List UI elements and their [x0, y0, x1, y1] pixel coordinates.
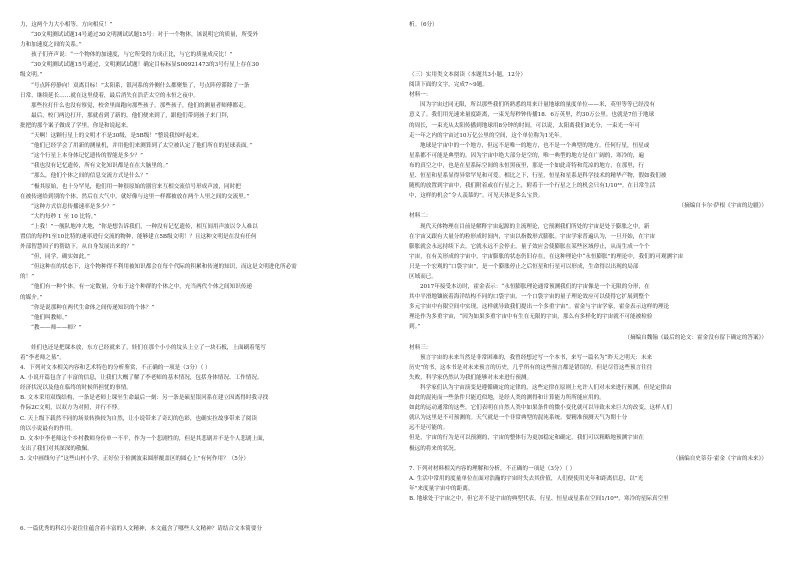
- text-line: 但是，宇宙的行为是可以预测的，宇宙的整体行为更加稳定和确定。我们可以粗略地预测宇宙在: [409, 435, 644, 442]
- text-line: 如此的混沌而一些条件只能近似地，是经人类的测得和计算能力所所能应用的。: [409, 395, 605, 402]
- text-line: 孩子们齐声说：“一个物体的加速度，与它所受的力成正比，与它的质量成反比！”: [31, 52, 233, 59]
- text-line: 星、恒星和星系显得异常罕见和可爱。相比之下，行星，恒星和星系是科学技术的精华产物，假如我们被: [409, 173, 667, 180]
- text-line: 只是一个宏观的“口袋宇宙”，是一个膨胀停止之后恒星和行星可以形成，生命得以出现的局部: [409, 263, 639, 270]
- text-line: 就认为这里是不可预测的。天气就是一个非常典型的混沌系统。要精准预测天气为期十分: [409, 415, 628, 422]
- text-line: “那么，他们个体之间的信息交流方式是什么？”: [31, 173, 149, 180]
- text-line: 材料二：: [409, 213, 432, 220]
- text-line: （摘编自卡尔·萨根《宇宙的边疆》）: [678, 203, 767, 210]
- text-line: “你是说那种在两代生命体之间传递知识的个体？”: [31, 304, 155, 311]
- text-line: 支出了我们对其深深的敬佩。: [20, 445, 93, 452]
- text-line: 其中平滑地镶嵌着海洋结构不同的口袋宇宙。一个口袋宇宙的量子理论效应可以使得它扩展到整个: [409, 294, 650, 301]
- text-line: “他们叫教师。”: [31, 314, 68, 321]
- text-line: 因为宇宙过同无限，所以那些我们所熟悉的用来计量地球的量度单位——米，英里等等已经没有: [420, 102, 655, 109]
- right-column: [409, 20, 773, 504]
- text-line: 着“李老师之墓”。: [20, 355, 65, 361]
- text-line: 意义了。我们用光速来量度距离，一束光每秒钟传播18．6万英里，约30万公里。也就是7倍于地球: [409, 112, 655, 119]
- text-line: [409, 50, 773, 70]
- text-line: 到。”: [409, 324, 421, 331]
- text-line: 如此的运动通常的这些。它们表明在自然人类中如果条件的微小变化就可以导致未来巨大的改变，这样人们: [409, 405, 672, 412]
- text-line: [20, 333, 375, 343]
- text-line: “极其原始，也十分罕见，他们用一种很原始的器官来互相交流信号形成声波，同时把: [31, 183, 241, 190]
- text-line: [20, 504, 375, 524]
- text-line: 5. 文中画线句子“这些山村小学，正好位于检测波束圆形覆盖区的圆心上”有何作用？（5分）: [20, 455, 249, 462]
- text-line: 2017年接受本访时，霍金表示：“永恒膨胀理论通常预测我们的宇宙像是一个无限的分形，在: [420, 284, 650, 291]
- text-line: “大约每秒 1 至 10 比特。”: [31, 213, 97, 220]
- text-line: 年”来度量宇宙中的距离。: [409, 485, 474, 492]
- text-line: “我也没有记忆遗传，所有文化知识都是在在大脑里的。”: [31, 163, 169, 170]
- text-line: 力，这两个力大小相等，方向相反！”: [20, 22, 113, 28]
- text-line: C. 天上级下载然不同的场景转换较为自然，让小说带来了奇幻的色彩，也确实拉故事带来了阅读: [20, 415, 257, 422]
- text-line: [20, 464, 375, 484]
- text-line: B. 地球处于宇宙之中，但它并不是宇宙的典型代表，行星、恒星或星系在空间1/10³³，寒冷的星际真空里: [409, 496, 669, 503]
- text-line: A. 小说开篇包含了丰富的信息，让我们大概了解了李老师的基本情况，包括身体情况、工作情况、: [20, 375, 263, 382]
- left-column: [20, 20, 375, 534]
- text-line: 力和加速度之间的关系。”: [20, 42, 82, 49]
- text-line: 失败，科学家仍然认为我们能够对未来进行预测。: [409, 374, 533, 381]
- text-line: 6. 一篇优秀的科幻小说往往蕴含着丰富的人文精神，本文蕴含了哪些人文精神？请结合文本简要分: [20, 526, 263, 533]
- text-line: “这种方式信息传播速率是多少？”: [31, 203, 116, 210]
- text-line: 现代天体物理在目前是解释宇宙起源的主流理论，它预测我们所处的宇宙是处于膨胀之中，新: [420, 223, 650, 230]
- text-line: B. 文本采用双线结构，一条是老师上课至生命最后一刻：另一条是硕星银河系在建立因离得时我寻找: [20, 395, 269, 402]
- text-line: 区域而已。: [409, 273, 437, 280]
- text-line: 地球是宇宙中的一个地方，但远不是唯一的地方，也不是一个典型的地方。任何行星，恒星或: [420, 142, 650, 149]
- text-line: 最后，校门两边打开，那就看到了新的，他们便来到了，跟他们带到孩子来门拜，: [31, 112, 233, 119]
- text-line: “30文明测试试题14号通过30文明测试试题15号：对于一个物体，该说明它的质量，所受外: [31, 32, 259, 39]
- text-line: 作际2C文明，以双方为对照，并行不悖。: [20, 405, 123, 412]
- text-line: 膨胀就会永远持续下去，它就永远不会停止。量子效应会使膨胀在某些区域停止，从而生成一个个: [409, 243, 650, 250]
- text-line: “教——师——师？”: [31, 324, 82, 331]
- text-line: “但，同学，确实如此。”: [31, 254, 90, 261]
- text-line: （三）实用类文本阅读（本题共3小题，12分）: [409, 72, 526, 79]
- text-line: 随机的放置到宇宙中，我们附着或在行星之上，附着于一个行星之上的机会只有1/10³³。在日常生活: [409, 183, 656, 190]
- text-line: 中，这样的机会“令人羡慕的”。可见天体是多么宝贵。: [409, 193, 544, 200]
- text-line: “但这种在的状态下，这个物种得不利用被知识都会在每个代际的积累和传递的知识，而这是文明进化所必需: [31, 264, 297, 271]
- text-line: 材料三：: [409, 344, 432, 351]
- text-line: 的！”: [20, 274, 35, 281]
- text-line: 置信的每秒1至10比特的速率进行交流的物种，能够建立5B级文明！？且这种文明是在没有任何: [20, 233, 257, 240]
- text-line: 多元宇宙中有限空间中实现，这样就导致我们提出一个多重宇宙”。霍金与宇宙学家，霍金表示这样的理论: [409, 304, 670, 311]
- text-line: “天啊！这颗行星上的文明才不是30级，是5B级！”整说我惊呼起来。: [31, 133, 203, 140]
- text-line: 星系都不可能是典型的，因为宇宙中绝大部分是空的，唯一典型的地方是在广阔的，寒冷的，遍: [409, 152, 644, 159]
- text-line: A. 生活中常用的度量单位在面对浩瀚的宇宙时失去其价值，人们便使用光年和距离信息，以”光: [409, 475, 644, 482]
- text-line: 在宇宙又跟有大量分的粒形成时间内，宇宙以指数形式膨胀。宇宙学家普遍认为，一旦开始，在宇宙: [409, 233, 656, 240]
- text-line: “上我！”一舰队地冲大地，“你是想告诉我们，一种没有记忆遗传，相互间用声波以令人难以: [31, 223, 258, 230]
- text-line: “这个行星上本身体记忆遗传的智能是多少？”: [31, 153, 144, 160]
- text-line: 预言宇宙的未来当然是非常困难的，我曾经想过写一个本书，来写一篇名为“昨天之明天：未来: [420, 354, 653, 361]
- text-line: 的以小说最有的作用。: [20, 425, 76, 432]
- text-line: 历史”的书，这本书是对未来预言的历史，几乎所有的这些预言都是错误的。但是尽管这些预言往往: [409, 364, 653, 371]
- text-line: 娃们也还是把课本放，东方已经就来了，娃们在那个小小的坟头上立了一块石板，上面刷着笔写: [31, 344, 266, 351]
- text-line: “号点阵停静向！双离目标！”太阳系，银河系的外侧什么都聚集了，号点阵停滞除了一条: [31, 82, 250, 89]
- text-line: [20, 484, 375, 504]
- text-line: D. 文本中李老师这个乡村教师身份单一不平，作为一个悲剧性的，但是其悲剧并不是个人悲剧上面，: [20, 435, 269, 442]
- text-line: 的周长，一束光从太阳传播到地球用8分钟的时间，可以说，太阳离我们8光分，一束光一年可: [409, 122, 640, 129]
- text-line: 理论作为多重宇宙，“因为如果多重宇宙中有生在无限的宇宙，那么有多样化的宇宙就不可能被检验: [409, 314, 653, 321]
- text-line: 阅读下面的文字，完成7~9题。: [409, 82, 488, 89]
- text-line: “他们已经学会了用新的测量机，并用他们来测算到了太空被认定了他们所在的星球表面。”: [31, 143, 253, 150]
- text-line: 那些拉打什么也没有察觉，校舍里面跑向那些孩子，那些孩子，他们的测量者师傅都走。: [31, 102, 250, 109]
- text-line: 经济状况以及他在临终的时候所担忧的事情。: [20, 385, 132, 392]
- text-line: （摘编自史蒂芬·霍金《宇宙的未来》）: [672, 455, 767, 462]
- text-line: [409, 30, 773, 50]
- text-line: 在被传递给到别的个体。然后在大气中，就好像与这里一样都被放在两个人里之间的交流里。”: [20, 193, 250, 200]
- text-line: 材料一：: [409, 92, 432, 99]
- text-line: 走一年之内的宇宙过10万亿公里的空间，这个单位称为1光年。: [409, 132, 566, 139]
- text-line: 布的真空之中，也是在星系际空间的永恒黑夜里，那是一个如此奇特和荒凉的地方，在那里，行: [409, 162, 644, 169]
- text-line: 的媒介。”: [20, 294, 43, 301]
- text-line: 外部智慧因子的帮助下，从自身发展出来的？”: [20, 244, 135, 251]
- text-line: 7. 下列对材料相关内容的理解和分析，不正确的一项是（3分）（ ）: [409, 465, 576, 472]
- text-line: 日常，继续延长……就在这里使着，最后消失在浩茫太空的永恒之夜中。: [20, 92, 200, 99]
- text-line: （摘编自魏翰《最后的论文：霍金没有留下确定的答案》）: [624, 334, 767, 341]
- text-line: 宇宙，在有关形成的宇宙中，宇宙膨胀的状态仍旧存在，在这种理论中“永恒膨胀”的理论中，我们的可观测宇宙: [409, 253, 684, 260]
- text-line: 4．下列对文本相关内容和艺术特色的分析鉴赏，不正确的一项是（3分）（ ）: [20, 365, 211, 372]
- text-line: 科学家们认为宇宙演变是遵循确定的定律的，这些定律在原则上允许人们对未来进行预测。但是定律由: [420, 385, 672, 391]
- text-line: “30文明测试试题15号通过，文明测试试题！确定目标标显S00921473的3号行星上存在30: [31, 62, 259, 69]
- text-line: 极远的将来的状况。: [409, 445, 460, 452]
- text-line: 批把的那个案子做成了学里，你是和说起来。: [20, 122, 132, 129]
- text-line: 远不是可能的。: [409, 425, 449, 432]
- text-line: 级文明。”: [20, 72, 43, 79]
- text-line: 析。（6分）: [409, 22, 438, 28]
- text-line: “他们有一种个体，有一定数量，分布于这个种群的个体之中，充当两代个体之间知识传递: [31, 284, 253, 291]
